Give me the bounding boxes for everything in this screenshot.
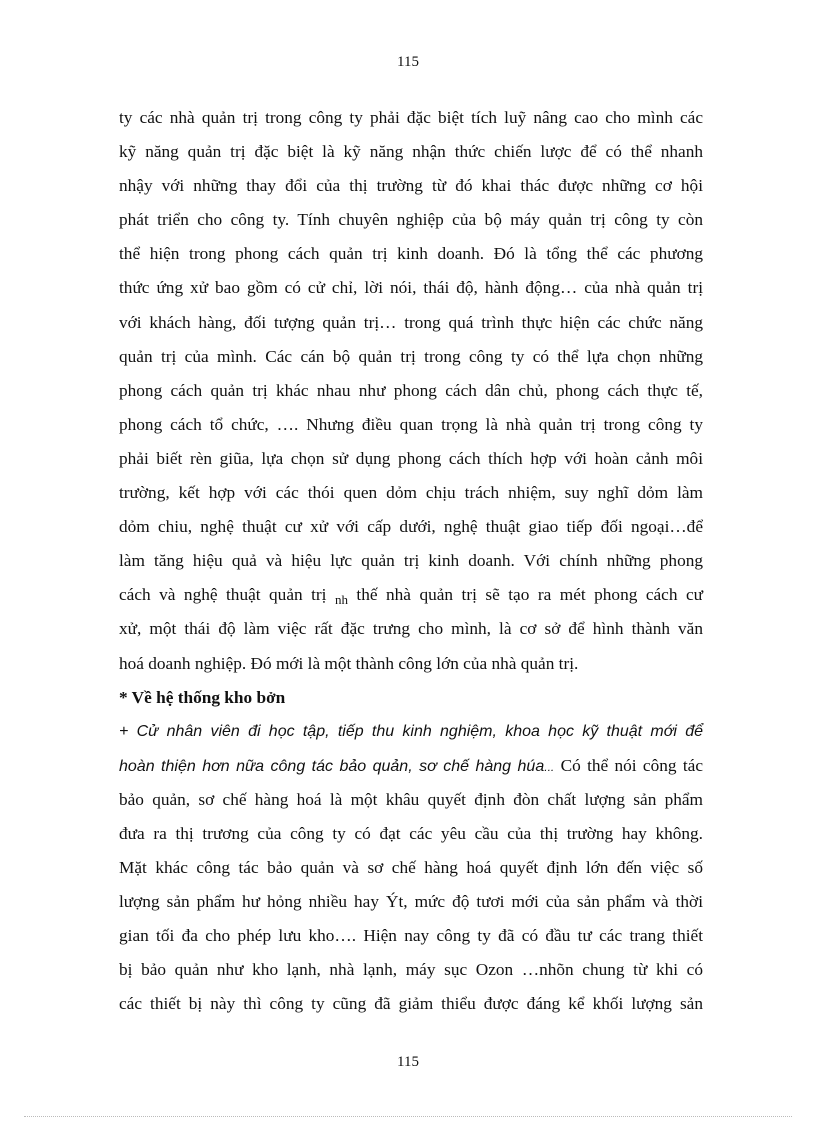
text-segment: cách và nghệ thuật quản trị xyxy=(119,585,335,605)
text-line: kỹ năng quản trị đặc biệt là kỹ năng nhận thức chiến lược để có thể nhanh xyxy=(119,142,703,162)
text-line: ty các nhà quản trị trong công ty phải đặc biệt tích luỹ nâng cao cho mình các xyxy=(119,108,703,127)
text-line: phải biết rèn giũa, lựa chọn sử dụng phong cách thích hợp với hoàn cảnh môi xyxy=(119,448,703,468)
document-body xyxy=(119,101,703,1022)
page-number-bottom: 115 xyxy=(397,1054,419,1070)
text-line xyxy=(119,749,703,783)
text-line: Mặt khác công tác bảo quản và sơ chế hàng hoá quyết định lớn đến việc số xyxy=(119,858,703,878)
text-line: đưa ra thị trương của công ty có đạt các yêu cầu của thị trường hay không. xyxy=(119,823,703,843)
text-line: phong cách tổ chức, …. Nhưng điều quan trọng là nhà quản trị trong công ty xyxy=(119,414,703,434)
text-segment: Có thể nói công tác xyxy=(554,755,703,775)
text-segment: thế nhà quản trị sẽ tạo ra mét phong cách cư xyxy=(347,585,703,605)
italic-segment: hoàn thiện hơn nữa công tác bảo quản, sơ chế hàng húa xyxy=(119,757,545,775)
text-line: gian tối đa cho phép lưu kho…. Hiện nay công ty đã có đầu tư các trang thiết xyxy=(119,926,703,946)
section-heading: * Về hệ thống kho bởn xyxy=(119,687,286,707)
text-line: với khách hàng, đối tượng quản trị… trong quá trình thực hiện các chức năng xyxy=(119,312,703,332)
text-line: xử, một thái độ làm việc rất đặc trưng cho mình, là cơ sở để hình thành văn xyxy=(119,619,703,639)
italic-line: + Cử nhân viên đi học tập, tiếp thu kinh nghiệm, khoa học kỹ thuật mới để xyxy=(119,722,703,740)
text-line: trường, kết hợp với các thói quen dỏm chịu trách nhiệm, suy nghĩ dỏm làm xyxy=(119,483,703,503)
text-line: các thiết bị này thì công ty cũng đã giảm thiểu được đáng kể khối lượng sản xyxy=(119,994,703,1014)
text-line: bị bảo quản như kho lạnh, nhà lạnh, máy sục Ozon …nhõn chung từ khi có xyxy=(119,960,703,980)
text-line: quản trị của mình. Các cán bộ quản trị trong công ty có thể lựa chọn những xyxy=(119,346,703,366)
page-number-top: 115 xyxy=(397,54,419,70)
text-line: thức ứng xử bao gồm có cử chỉ, lời nói, thái độ, hành động… của nhà quản trị xyxy=(119,278,703,298)
text-line: dỏm chiu, nghệ thuật cư xử với cấp dưới, nghệ thuật giao tiếp đối ngoại…để xyxy=(119,517,703,537)
text-line xyxy=(119,578,703,612)
italic-ellipsis: ... xyxy=(544,759,555,774)
text-line: nhậy với những thay đổi của thị trường từ đó khai thác được những cơ hội xyxy=(119,176,703,196)
text-line: lượng sản phẩm hư hỏng nhiều hay Ýt, mức độ tươi mới của sản phẩm và thời xyxy=(119,892,703,912)
page-bottom-border xyxy=(24,1116,792,1117)
paragraph-last-line: hoá doanh nghiệp. Đó mới là một thành công lớn của nhà quản trị. xyxy=(119,653,579,673)
text-line: phong cách quản trị khác nhau như phong cách dân chủ, phong cách thực tế, xyxy=(119,380,703,400)
text-line: phát triển cho công ty. Tính chuyên nghiệp của bộ máy quản trị công ty còn xyxy=(119,210,703,230)
subscript-fragment: nh xyxy=(334,592,348,608)
text-line: làm tăng hiệu quả và hiệu lực quản trị kinh doanh. Với chính những phong xyxy=(119,551,703,571)
text-line: thể hiện trong phong cách quản trị kinh doanh. Đó là tổng thể các phương xyxy=(119,244,703,264)
text-line: bảo quản, sơ chế hàng hoá là một khâu quyết định đòn chất lượng sản phẩm xyxy=(119,789,703,809)
